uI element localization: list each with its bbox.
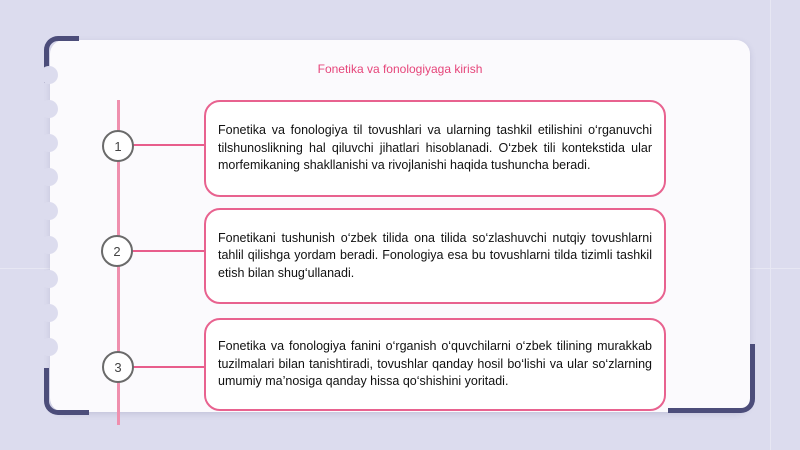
- slide-title: Fonetika va fonologiyaga kirish: [317, 62, 483, 76]
- spiral-notch: [40, 338, 58, 356]
- spiral-notch: [40, 202, 58, 220]
- spiral-notch: [40, 304, 58, 322]
- spiral-notch: [40, 100, 58, 118]
- step-connector: [130, 250, 204, 252]
- spiral-notch: [40, 134, 58, 152]
- spiral-notch: [40, 168, 58, 186]
- step-connector: [130, 144, 204, 146]
- step-number-badge: 1: [102, 130, 134, 162]
- step-card: [204, 208, 666, 304]
- step-card: [204, 318, 666, 411]
- frame-corner-bottom-right: [668, 344, 755, 413]
- spiral-notch: [40, 236, 58, 254]
- step-connector: [130, 366, 204, 368]
- step-description: Fonetika va fonologiya til tovushlari va ularning tashkil etilishini o‘rganuvchi tilshunoslikning hal qiluvchi jihatlari hisoblanadi. O‘zbek tili kontekstida ular morfemikaning shakllanishi va rivojlanishi haqida tushuncha beradi.: [218, 123, 652, 173]
- spiral-notch: [40, 270, 58, 288]
- step-description: Fonetikani tushunish o‘zbek tilida ona tilida so‘zlashuvchi nutqiy tovushlarni tahlil qilishga yordam beradi. Fonologiya esa bu tovushlarni tilda tizimli tashkil etish bilan shug‘ullanadi.: [218, 230, 652, 280]
- step-number-badge: 2: [101, 235, 133, 267]
- step-card: [204, 100, 666, 197]
- step-number-badge: 3: [102, 351, 134, 383]
- frame-corner-bottom-left: [44, 368, 89, 415]
- step-description: Fonetika va fonologiya fanini o‘rganish o‘quvchilarni o‘zbek tilining murakkab tuzilmalari bilan tanishtiradi, tovushlar qanday hosil bo‘lishi va ular so‘zlarning umumiy ma’nosiga qanday hissa qo‘shishini yoritadi.: [218, 339, 652, 389]
